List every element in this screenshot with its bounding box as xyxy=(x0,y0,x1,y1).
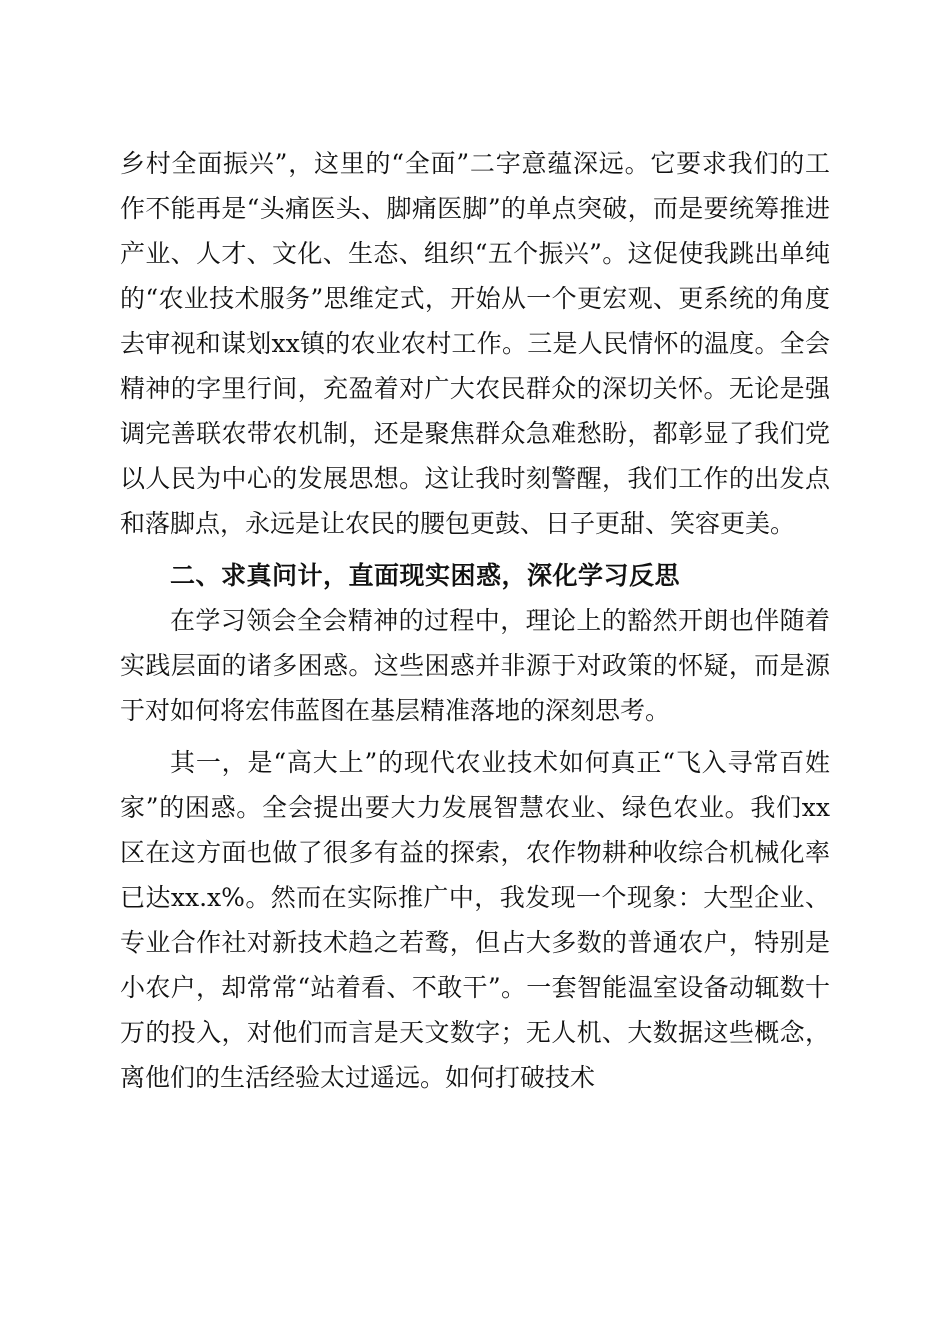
section-heading: 二、求真问计，直面现实困惑，深化学习反思 xyxy=(170,561,681,590)
body-paragraph: 其一，是“高大上”的现代农业技术如何真正“飞入寻常百姓家”的困惑。全会提出要大力发展智慧农业、绿色农业。我们xx区在这方面也做了很多有益的探索，农作物耕种收综合机械化率已达xx.x%。然而在实际推广中，我发现一个现象：大型企业、专业合作社对新技术趋之若鹜，但占大多数的普通农户，特别是小农户，却常常“站着看、不敢干”。一套智能温室设备动辄数十万的投入，对他们而言是天文数字；无人机、大数据这些概念，离他们的生活经验太过遥远。如何打破技术 xyxy=(120,748,830,1092)
document-body xyxy=(120,141,830,1100)
body-paragraph-continuation: 乡村全面振兴”，这里的“全面”二字意蕴深远。它要求我们的工作不能再是“头痛医头、脚痛医脚”的单点突破，而是要统筹推进产业、人才、文化、生态、组织“五个振兴”。这促使我跳出单纯的“农业技术服务”思维定式，开始从一个更宏观、更系统的角度去审视和谋划xx镇的农业农村工作。三是人民情怀的温度。全会精神的字里行间，充盈着对广大农民群众的深切关怀。无论是强调完善联农带农机制，还是聚焦群众急难愁盼，都彰显了我们党以人民为中心的发展思想。这让我时刻警醒，我们工作的出发点和落脚点，永远是让农民的腰包更鼓、日子更甜、笑容更美。 xyxy=(120,149,830,538)
body-paragraph: 在学习领会全会精神的过程中，理论上的豁然开朗也伴随着实践层面的诸多困惑。这些困惑并非源于对政策的怀疑，而是源于对如何将宏伟蓝图在基层精准落地的深刻思考。 xyxy=(120,606,830,725)
